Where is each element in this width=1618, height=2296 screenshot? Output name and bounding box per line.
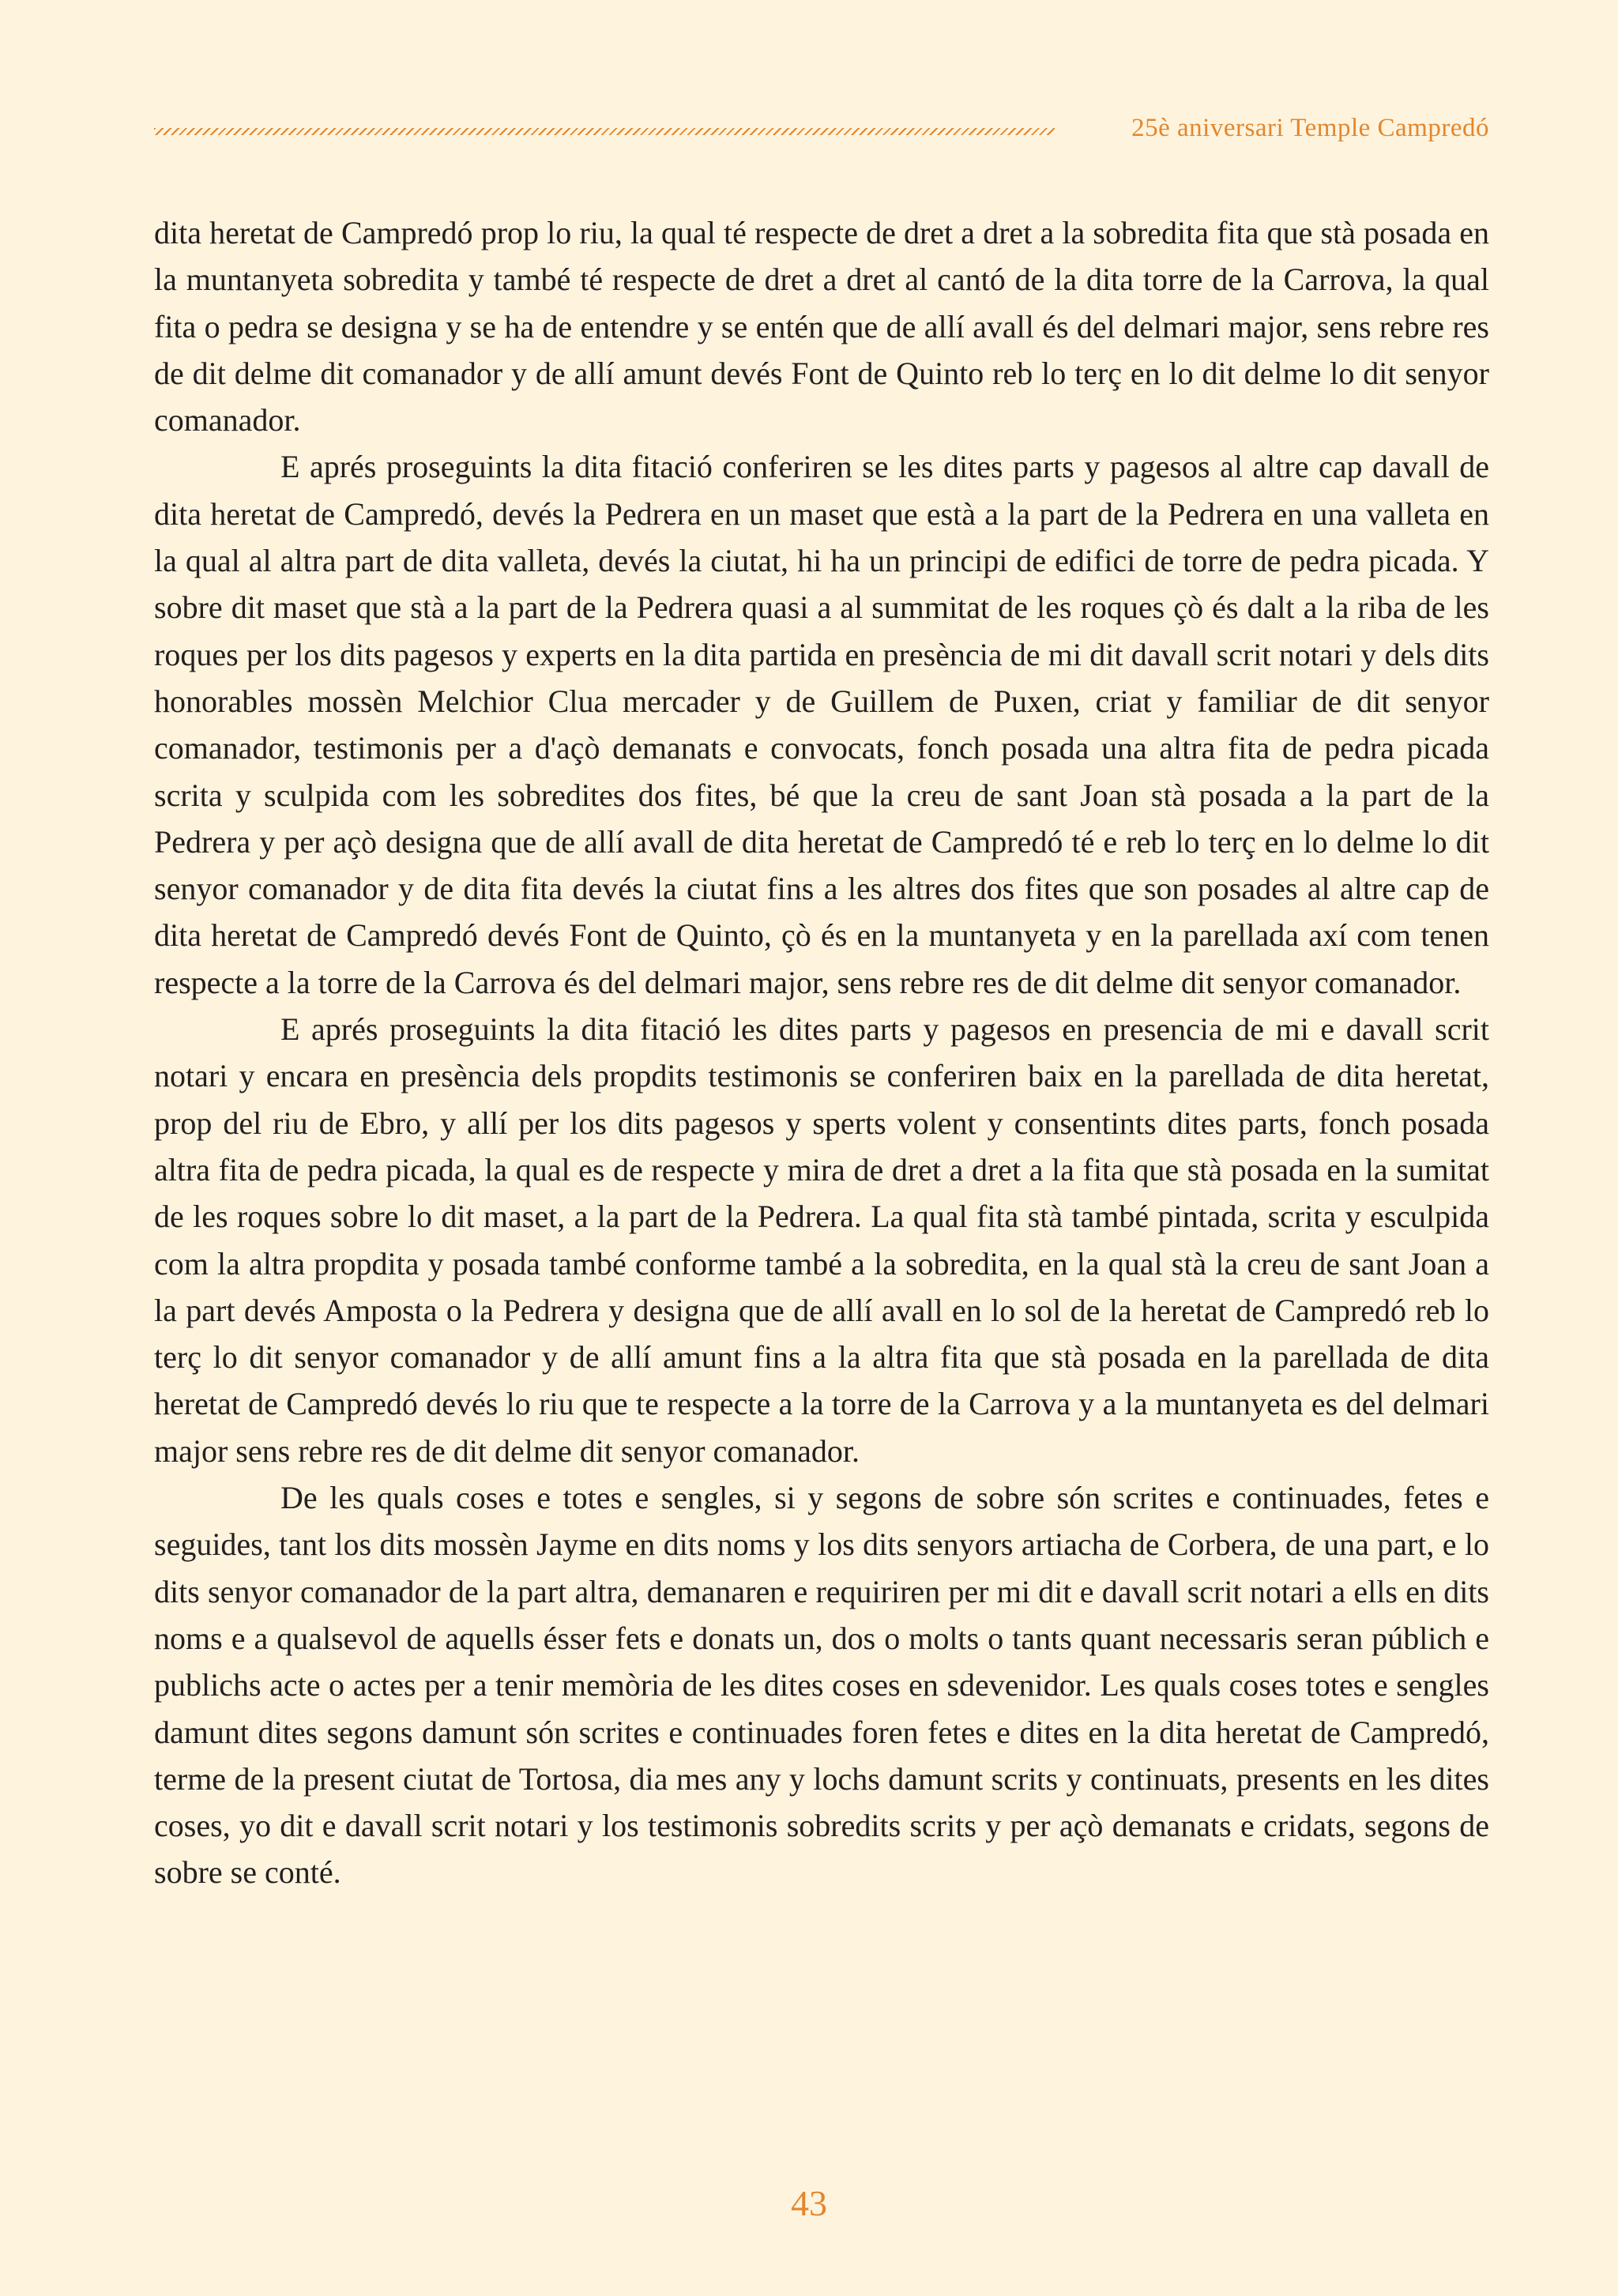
page-header	[154, 112, 1489, 152]
paragraph: De les quals coses e totes e sengles, si y segons de sobre són scrites e continuades, fetes e seguides, tant los dits mossèn Jayme en dits noms y los dits senyors artiacha de Corbera, de una part, e lo dits senyor comanador de la part altra, demanaren e requiriren per mi dit e davall scrit notari a ells en dits noms e a qualsevol de aquells ésser fets e donats un, dos o molts o tants quant necessaris seran públich e publichs acte o actes per a tenir memòria de les dites coses en sdevenidor. Les quals coses totes e sengles damunt dites segons damunt són scrites e continuades foren fetes e dites en la dita heretat de Campredó, terme de la present ciutat de Tortosa, dia mes any y lochs damunt scrits y continuats, presents en les dites coses, yo dit e davall scrit notari y los testimonis sobredits scrits y per açò demanats e cridats, segons de sobre se conté.	[154, 1480, 1489, 1891]
header-title: 25è aniversari Temple Campredó	[1131, 114, 1489, 142]
header-decorative-rule	[154, 128, 1055, 135]
paragraph: E aprés proseguints la dita fitació les dites parts y pagesos en presencia de mi e davall scrit notari y encara en presència dels propdits testimonis se conferiren baix en la parellada de dita heretat, prop del riu de Ebro, y allí per los dits pagesos y sperts volent y consentints dites parts, fonch posada altra fita de pedra picada, la qual es de respecte y mira de dret a dret a la fita que stà posada en la sumitat de les roques sobre lo dit maset, a la part de la Pedrera. La qual fita stà també pintada, scrita y esculpida com la altra propdita y posada també conforme també a la sobredita, en la qual stà la creu de sant Joan a la part devés Amposta o la Pedrera y designa que de allí avall en lo sol de la heretat de Campredó reb lo terç lo dit senyor comanador y de allí amunt fins a la altra fita que stà posada en la parellada de dita heretat de Campredó devés lo riu que te respecte a la torre de la Carrova y a la muntanyeta es del delmari major sens rebre res de dit delme dit senyor comanador.	[154, 1011, 1489, 1469]
paragraph: E aprés proseguints la dita fitació conferiren se les dites parts y pagesos al altre cap davall de dita heretat de Campredó, devés la Pedrera en un maset que està a la part de la Pedrera en una valleta en la qual al altra part de dita valleta, devés la ciutat, hi ha un principi de edifici de torre de pedra picada. Y sobre dit maset que stà a la part de la Pedrera quasi a al summitat de les roques çò és dalt a la riba de les roques per los dits pagesos y experts en la dita partida en presència de mi dit davall scrit notari y dels dits honorables mossèn Melchior Clua mercader y de Guillem de Puxen, criat y familiar de dit senyor comanador, testimonis per a d'açò demanats e convocats, fonch posada una altra fita de pedra picada scrita y sculpida com les sobredites dos fites, bé que la creu de sant Joan stà posada a la part de la Pedrera y per açò designa que de allí avall de dita heretat de Campredó té e reb lo terç en lo delme lo dit senyor comanador y de dita fita devés la ciutat fins a les altres dos fites que son posades al altre cap de dita heretat de Campredó devés Font de Quinto, çò és en la muntanyeta y en la parellada axí com tenen respecte a la torre de la Carrova és del delmari major, sens rebre res de dit delme dit senyor comanador.	[154, 449, 1489, 1000]
page-number: 43	[791, 2183, 827, 2223]
body-text	[154, 209, 1489, 1896]
paragraph: dita heretat de Campredó prop lo riu, la qual té respecte de dret a dret a la sobredita fita que stà posada en la muntanyeta sobredita y també té respecte de dret a dret al cantó de la dita torre de la Carrova, la qual fita o pedra se designa y se ha de entendre y se entén que de allí avall és del delmari major, sens rebre res de dit delme dit comanador y de allí amunt devés Font de Quinto reb lo terç en lo dit delme lo dit senyor comanador.	[154, 215, 1489, 438]
